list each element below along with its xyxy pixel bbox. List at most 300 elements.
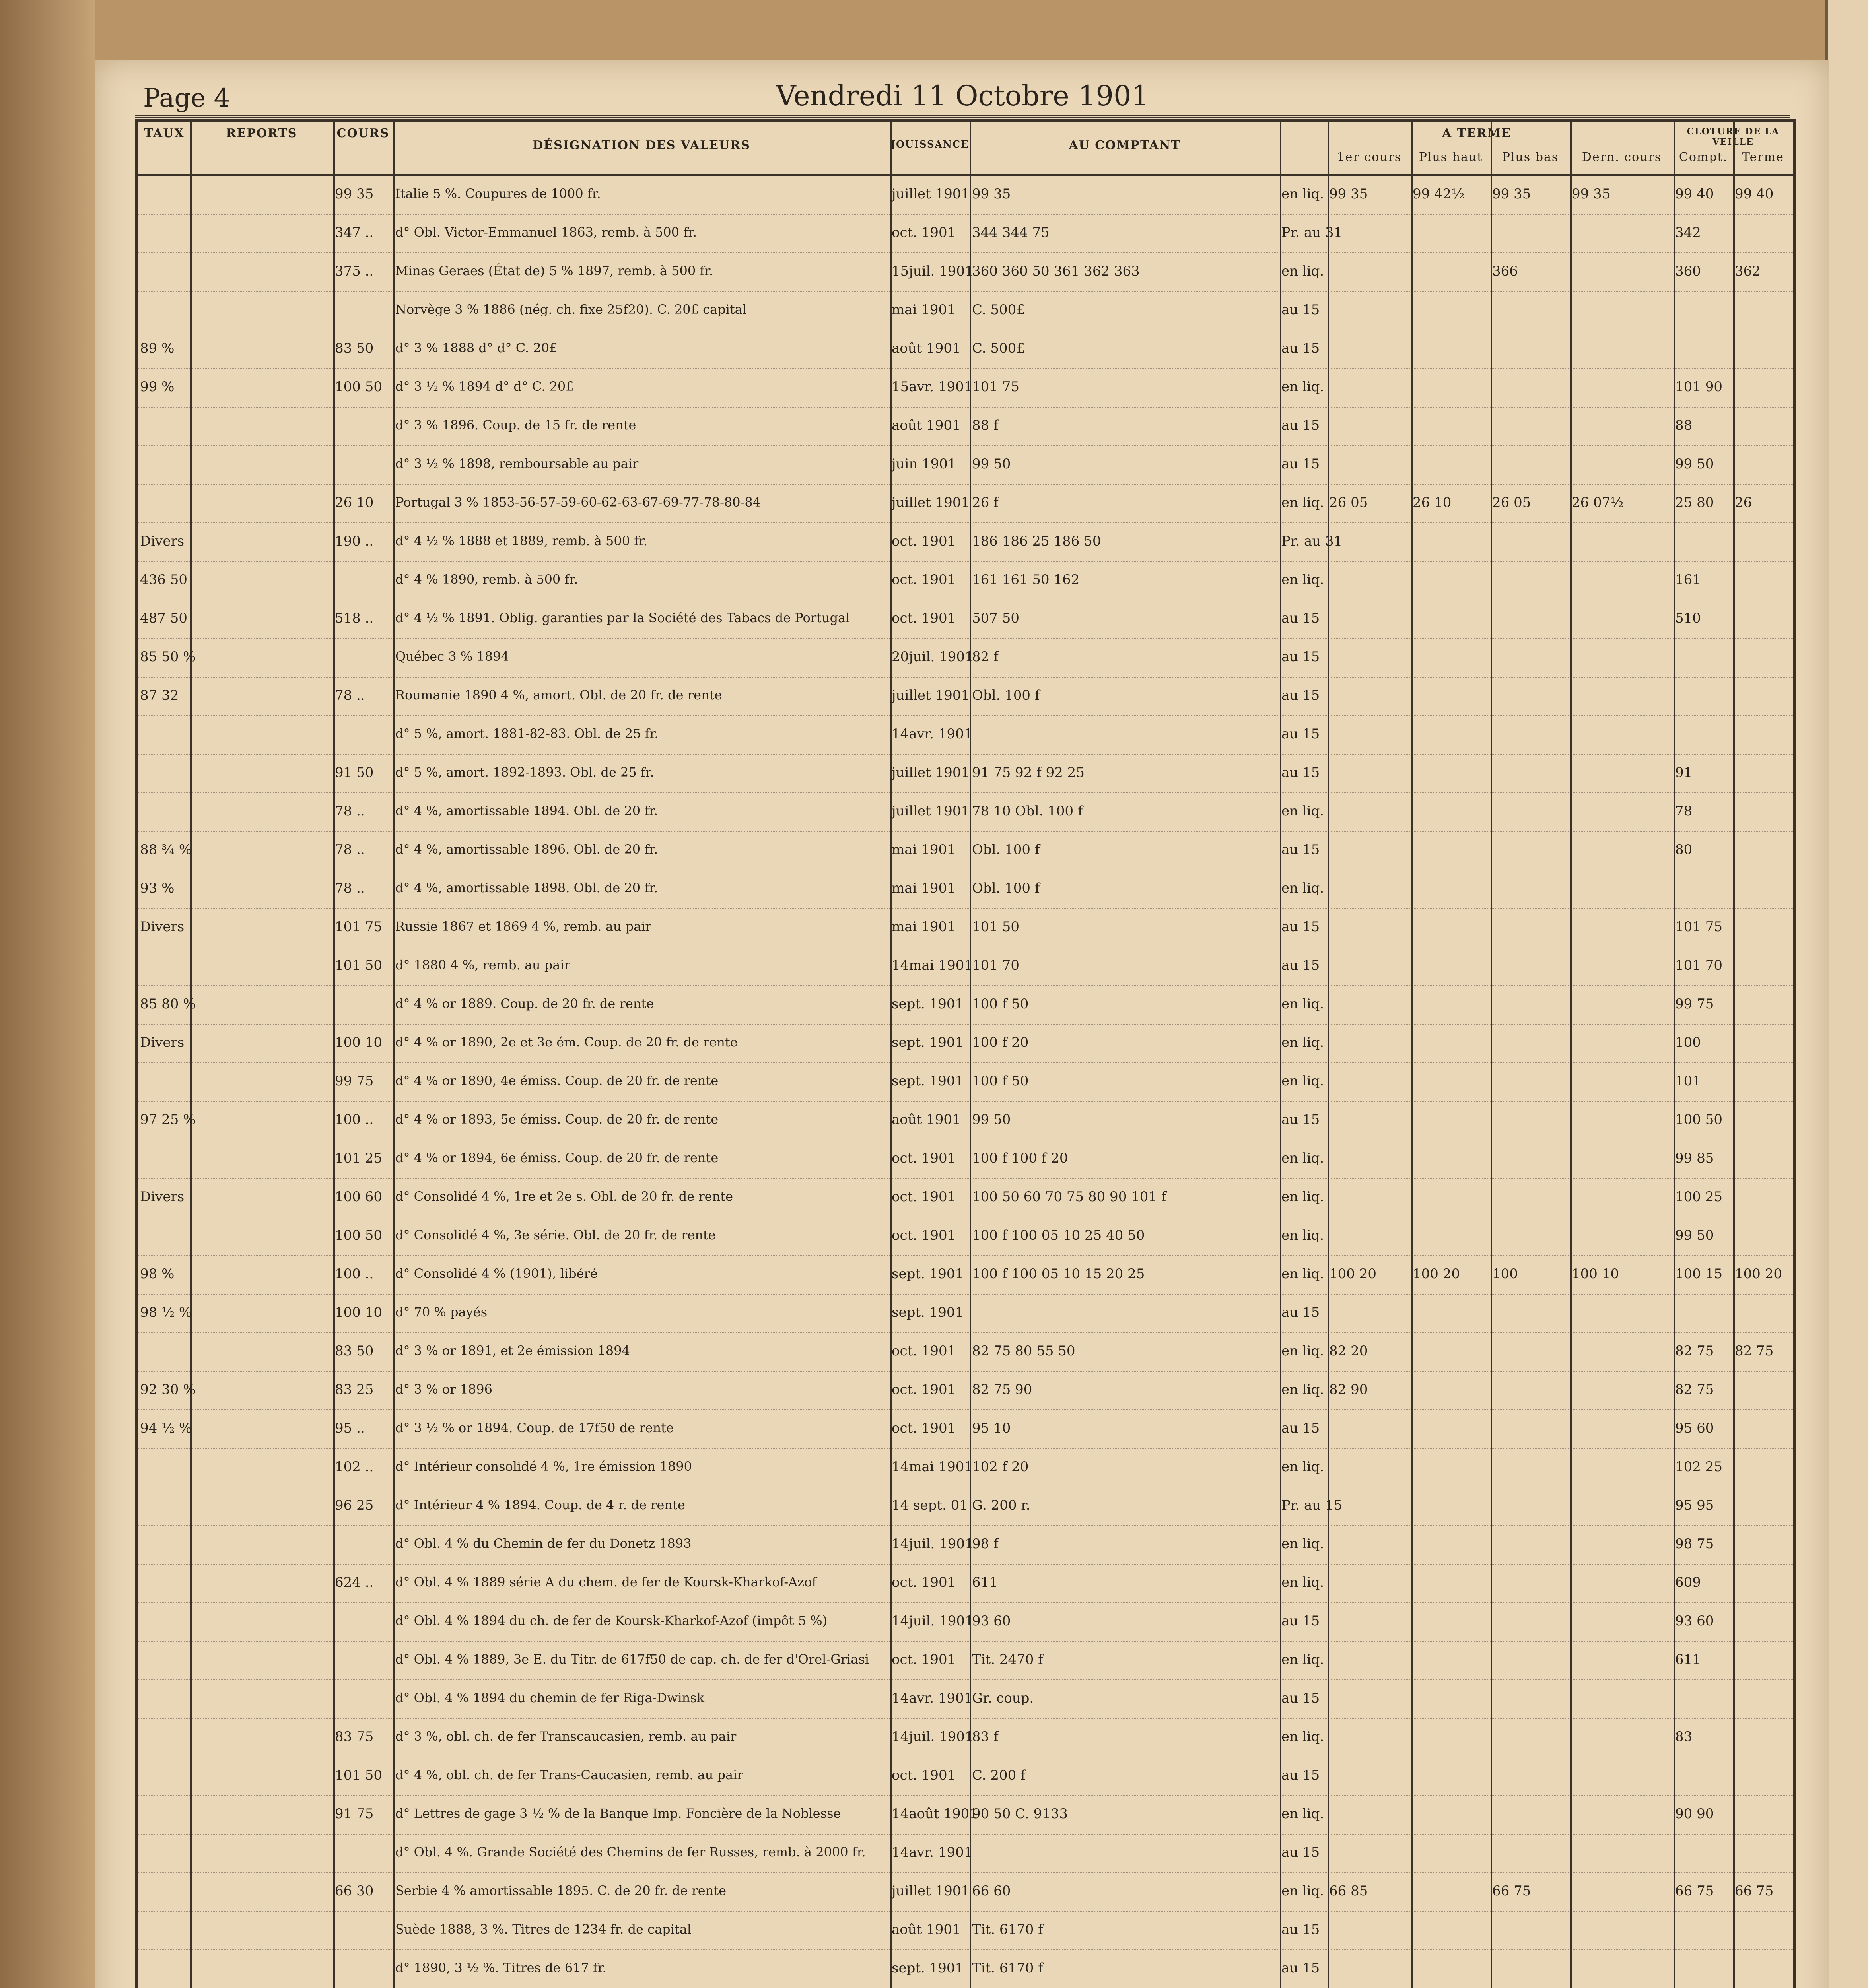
jouissance-cell: sept. 1901 bbox=[892, 1266, 964, 1282]
row-separator bbox=[138, 368, 1793, 369]
taux-cell: 88 ¾ % bbox=[140, 842, 192, 858]
adjacent-page-edge bbox=[1825, 0, 1868, 1988]
comptant-cell: 611 bbox=[972, 1574, 998, 1590]
premier-cours-cell: 26 05 bbox=[1329, 495, 1368, 511]
table-row bbox=[138, 1918, 1793, 1941]
designation-cell: d° 3 ½ % 1898, remboursable au pair bbox=[395, 456, 639, 471]
cours-cell: 83 75 bbox=[335, 1729, 374, 1745]
premier-cours-cell: 66 85 bbox=[1329, 1883, 1368, 1899]
comptant-cell: 100 f 100 05 10 15 20 25 bbox=[972, 1266, 1145, 1282]
terme-cell: en liq. bbox=[1281, 1227, 1324, 1243]
row-separator bbox=[138, 1062, 1793, 1063]
taux-cell: Divers bbox=[140, 533, 185, 549]
col-header-jouissance: JOUISSANCE bbox=[890, 138, 969, 150]
row-separator bbox=[138, 908, 1793, 909]
designation-cell: d° 5 %, amort. 1892-1893. Obl. de 25 fr. bbox=[395, 765, 654, 780]
cloture-terme-cell: 26 bbox=[1735, 495, 1752, 511]
comptant-cell: 78 10 Obl. 100 f bbox=[972, 803, 1083, 819]
jouissance-cell: oct. 1901 bbox=[892, 1420, 956, 1436]
terme-cell: en liq. bbox=[1281, 186, 1324, 202]
premier-cours-cell: 82 90 bbox=[1329, 1382, 1368, 1398]
row-separator bbox=[138, 985, 1793, 986]
terme-cell: en liq. bbox=[1281, 1189, 1324, 1205]
table-row bbox=[138, 1879, 1793, 1903]
jouissance-cell: août 1901 bbox=[892, 1112, 961, 1128]
comptant-cell: 99 50 bbox=[972, 456, 1011, 472]
cloture-compt-cell: 99 50 bbox=[1675, 1227, 1714, 1243]
table-row bbox=[138, 915, 1793, 939]
comptant-cell: Tit. 2470 f bbox=[972, 1652, 1043, 1668]
cours-cell: 78 .. bbox=[335, 880, 365, 896]
table-row bbox=[138, 1648, 1793, 1672]
comptant-cell: 82 f bbox=[972, 649, 999, 665]
cloture-terme-cell: 100 20 bbox=[1735, 1266, 1782, 1282]
comptant-cell: 100 50 60 70 75 80 90 101 f bbox=[972, 1189, 1166, 1205]
dernier-cours-cell: 26 07½ bbox=[1572, 495, 1624, 511]
cours-cell: 99 35 bbox=[335, 186, 374, 202]
table-row bbox=[138, 1301, 1793, 1324]
terme-cell: au 15 bbox=[1281, 340, 1320, 356]
table-row bbox=[138, 1223, 1793, 1247]
row-separator bbox=[138, 522, 1793, 523]
table-row bbox=[138, 992, 1793, 1016]
comptant-cell: Obl. 100 f bbox=[972, 842, 1040, 858]
comptant-cell: 99 35 bbox=[972, 186, 1011, 202]
cours-cell: 102 .. bbox=[335, 1459, 374, 1475]
jouissance-cell: 14avr. 1901 bbox=[892, 726, 973, 742]
cloture-compt-cell: 101 75 bbox=[1675, 919, 1722, 935]
terme-cell: au 15 bbox=[1281, 1112, 1320, 1128]
designation-cell: d° 3 % 1896. Coup. de 15 fr. de rente bbox=[395, 417, 636, 433]
terme-cell: en liq. bbox=[1281, 1729, 1324, 1745]
row-separator bbox=[138, 291, 1793, 292]
jouissance-cell: 14juil. 1901 bbox=[892, 1729, 974, 1745]
jouissance-cell: juin 1901 bbox=[892, 456, 956, 472]
table-row bbox=[138, 414, 1793, 437]
comptant-cell: C. 500£ bbox=[972, 340, 1025, 356]
designation-cell: d° 5 %, amort. 1881-82-83. Obl. de 25 fr. bbox=[395, 726, 659, 741]
cloture-compt-cell: 95 95 bbox=[1675, 1497, 1714, 1513]
table-row bbox=[138, 336, 1793, 360]
row-separator bbox=[138, 792, 1793, 793]
cloture-compt-cell: 90 90 bbox=[1675, 1806, 1714, 1822]
cours-cell: 100 50 bbox=[335, 379, 382, 395]
table-row bbox=[138, 1416, 1793, 1440]
cloture-compt-cell: 100 15 bbox=[1675, 1266, 1722, 1282]
comptant-cell: 507 50 bbox=[972, 610, 1019, 626]
cours-cell: 91 50 bbox=[335, 765, 374, 780]
comptant-cell: 95 10 bbox=[972, 1420, 1011, 1436]
taux-cell: 99 % bbox=[140, 379, 175, 395]
col-header-dernier-cours: Dern. cours bbox=[1582, 150, 1662, 164]
comptant-cell: Obl. 100 f bbox=[972, 687, 1040, 703]
page-number: Page 4 bbox=[143, 83, 230, 113]
designation-cell: d° 3 %, obl. ch. de fer Transcaucasien, remb. au pair bbox=[395, 1729, 737, 1744]
designation-cell: d° 4 % 1890, remb. à 500 fr. bbox=[395, 572, 578, 587]
comptant-cell: Gr. coup. bbox=[972, 1690, 1034, 1706]
cloture-compt-cell: 100 50 bbox=[1675, 1112, 1722, 1128]
cloture-compt-cell: 99 50 bbox=[1675, 456, 1714, 472]
cours-cell: 518 .. bbox=[335, 610, 374, 626]
terme-cell: au 15 bbox=[1281, 1922, 1320, 1938]
comptant-cell: 101 70 bbox=[972, 957, 1019, 973]
row-separator bbox=[138, 831, 1793, 832]
jouissance-cell: sept. 1901 bbox=[892, 1960, 964, 1976]
terme-cell: au 15 bbox=[1281, 302, 1320, 318]
terme-cell: en liq. bbox=[1281, 1883, 1324, 1899]
table-row bbox=[138, 799, 1793, 823]
plus-bas-cell: 66 75 bbox=[1492, 1883, 1531, 1899]
taux-cell: Divers bbox=[140, 1189, 185, 1205]
comptant-cell: 344 344 75 bbox=[972, 225, 1050, 241]
terme-cell: en liq. bbox=[1281, 263, 1324, 279]
jouissance-cell: 20juil. 1901 bbox=[892, 649, 974, 665]
cours-cell: 101 25 bbox=[335, 1150, 382, 1166]
col-header-plus-haut: Plus haut bbox=[1419, 150, 1483, 164]
terme-cell: au 15 bbox=[1281, 417, 1320, 433]
jouissance-cell: oct. 1901 bbox=[892, 1150, 956, 1166]
quotation-table bbox=[135, 119, 1796, 1988]
col-header-taux: TAUX bbox=[144, 126, 185, 140]
taux-cell: 93 % bbox=[140, 880, 175, 896]
designation-cell: d° Obl. 4 % 1889 série A du chem. de fer de Koursk-Kharkof-Azof bbox=[395, 1574, 817, 1590]
terme-cell: au 15 bbox=[1281, 726, 1320, 742]
book-gutter-shadow bbox=[0, 0, 95, 1988]
designation-cell: d° Obl. 4 % 1889, 3e E. du Titr. de 617f50 de cap. ch. de fer d'Orel-Griasi bbox=[395, 1652, 869, 1667]
designation-cell: Suède 1888, 3 %. Titres de 1234 fr. de capital bbox=[395, 1922, 692, 1937]
designation-cell: d° 3 % 1888 d° d° C. 20£ bbox=[395, 340, 558, 355]
comptant-cell: Obl. 100 f bbox=[972, 880, 1040, 896]
designation-cell: d° 3 ½ % or 1894. Coup. de 17f50 de rente bbox=[395, 1420, 674, 1435]
col-header-cloture: CLOTURE DE LA VEILLE bbox=[1687, 126, 1780, 147]
cours-cell: 95 .. bbox=[335, 1420, 365, 1436]
cours-cell: 347 .. bbox=[335, 225, 374, 241]
terme-cell: au 15 bbox=[1281, 765, 1320, 780]
table-row bbox=[138, 182, 1793, 206]
row-separator bbox=[138, 1448, 1793, 1449]
designation-cell: d° 4 % or 1889. Coup. de 20 fr. de rente bbox=[395, 996, 654, 1011]
cours-cell: 101 50 bbox=[335, 1767, 382, 1783]
designation-cell: d° 4 % or 1894, 6e émiss. Coup. de 20 fr. de rente bbox=[395, 1150, 719, 1165]
row-separator bbox=[138, 1371, 1793, 1372]
taux-cell: 98 ½ % bbox=[140, 1305, 192, 1320]
terme-cell: au 15 bbox=[1281, 957, 1320, 973]
comptant-cell: 90 50 C. 9133 bbox=[972, 1806, 1068, 1822]
jouissance-cell: juillet 1901 bbox=[892, 803, 970, 819]
table-row bbox=[138, 1802, 1793, 1826]
designation-cell: d° Lettres de gage 3 ½ % de la Banque Imp. Foncière de la Noblesse bbox=[395, 1806, 841, 1821]
table-row bbox=[138, 1455, 1793, 1479]
taux-cell: 97 25 % bbox=[140, 1112, 196, 1128]
jouissance-cell: août 1901 bbox=[892, 340, 961, 356]
table-row bbox=[138, 953, 1793, 977]
comptant-cell: 100 f 50 bbox=[972, 996, 1029, 1012]
cours-cell: 100 10 bbox=[335, 1035, 382, 1050]
designation-cell: d° 3 % or 1896 bbox=[395, 1382, 492, 1397]
header-rule bbox=[138, 174, 1793, 176]
cloture-terme-cell: 362 bbox=[1735, 263, 1761, 279]
plus-bas-cell: 99 35 bbox=[1492, 186, 1531, 202]
cloture-compt-cell: 101 bbox=[1675, 1073, 1701, 1089]
cloture-compt-cell: 609 bbox=[1675, 1574, 1701, 1590]
cours-cell: 101 75 bbox=[335, 919, 382, 935]
designation-cell: d° 4 ½ % 1888 et 1889, remb. à 500 fr. bbox=[395, 533, 648, 548]
col-header-cours: COURS bbox=[336, 126, 390, 140]
designation-cell: d° 4 %, obl. ch. de fer Trans-Caucasien, remb. au pair bbox=[395, 1767, 743, 1782]
jouissance-cell: oct. 1901 bbox=[892, 1574, 956, 1590]
table-row bbox=[138, 1609, 1793, 1633]
table-row bbox=[138, 876, 1793, 900]
terme-cell: en liq. bbox=[1281, 880, 1324, 896]
table-row bbox=[138, 1840, 1793, 1864]
terme-cell: en liq. bbox=[1281, 495, 1324, 511]
row-separator bbox=[138, 677, 1793, 678]
comptant-cell: 26 f bbox=[972, 495, 999, 511]
row-separator bbox=[138, 445, 1793, 446]
col-header-terme: Terme bbox=[1742, 150, 1784, 164]
terme-cell: au 15 bbox=[1281, 610, 1320, 626]
row-separator bbox=[138, 1409, 1793, 1410]
cours-cell: 624 .. bbox=[335, 1574, 374, 1590]
row-separator bbox=[138, 1679, 1793, 1680]
row-separator bbox=[138, 1602, 1793, 1603]
jouissance-cell: sept. 1901 bbox=[892, 1305, 964, 1320]
designation-cell: d° 4 %, amortissable 1898. Obl. de 20 fr. bbox=[395, 880, 658, 895]
terme-cell: au 15 bbox=[1281, 649, 1320, 665]
comptant-cell: G. 200 r. bbox=[972, 1497, 1030, 1513]
terme-cell: au 15 bbox=[1281, 687, 1320, 703]
table-row bbox=[138, 838, 1793, 862]
jouissance-cell: 15avr. 1901 bbox=[892, 379, 973, 395]
jouissance-cell: juillet 1901 bbox=[892, 765, 970, 780]
designation-cell: Québec 3 % 1894 bbox=[395, 649, 509, 664]
cours-cell: 96 25 bbox=[335, 1497, 374, 1513]
terme-cell: Pr. au 15 bbox=[1281, 1497, 1343, 1513]
terme-cell: en liq. bbox=[1281, 996, 1324, 1012]
comptant-cell: Tit. 6170 f bbox=[972, 1922, 1043, 1938]
premier-cours-cell: 99 35 bbox=[1329, 186, 1368, 202]
table-row bbox=[138, 761, 1793, 784]
terme-cell: au 15 bbox=[1281, 919, 1320, 935]
jouissance-cell: oct. 1901 bbox=[892, 225, 956, 241]
table-row bbox=[138, 1725, 1793, 1749]
cloture-compt-cell: 95 60 bbox=[1675, 1420, 1714, 1436]
table-row bbox=[138, 1532, 1793, 1556]
cloture-compt-cell: 93 60 bbox=[1675, 1613, 1714, 1629]
table-row bbox=[138, 452, 1793, 476]
designation-cell: d° 1880 4 %, remb. au pair bbox=[395, 957, 570, 973]
jouissance-cell: 14août 1901 bbox=[892, 1806, 978, 1822]
comptant-cell: 99 50 bbox=[972, 1112, 1011, 1128]
jouissance-cell: août 1901 bbox=[892, 1922, 961, 1938]
comptant-cell: 100 f 20 bbox=[972, 1035, 1029, 1050]
terme-cell: en liq. bbox=[1281, 1459, 1324, 1475]
comptant-cell: 82 75 80 55 50 bbox=[972, 1343, 1075, 1359]
cloture-compt-cell: 611 bbox=[1675, 1652, 1701, 1668]
cloture-compt-cell: 161 bbox=[1675, 572, 1701, 588]
jouissance-cell: juillet 1901 bbox=[892, 687, 970, 703]
row-separator bbox=[138, 1024, 1793, 1025]
designation-cell: Serbie 4 % amortissable 1895. C. de 20 fr. de rente bbox=[395, 1883, 727, 1898]
terme-cell: en liq. bbox=[1281, 1574, 1324, 1590]
table-row bbox=[138, 1571, 1793, 1594]
designation-cell: d° 3 ½ % 1894 d° d° C. 20£ bbox=[395, 379, 574, 394]
table-row bbox=[138, 1069, 1793, 1093]
comptant-cell: Tit. 6170 f bbox=[972, 1960, 1043, 1976]
cloture-compt-cell: 100 bbox=[1675, 1035, 1701, 1050]
row-separator bbox=[138, 638, 1793, 639]
terme-cell: en liq. bbox=[1281, 1266, 1324, 1282]
terme-cell: au 15 bbox=[1281, 1767, 1320, 1783]
jouissance-cell: oct. 1901 bbox=[892, 1382, 956, 1398]
table-row bbox=[138, 606, 1793, 630]
cloture-compt-cell: 91 bbox=[1675, 765, 1693, 780]
cours-cell: 83 25 bbox=[335, 1382, 374, 1398]
jouissance-cell: mai 1901 bbox=[892, 880, 956, 896]
jouissance-cell: mai 1901 bbox=[892, 919, 956, 935]
jouissance-cell: mai 1901 bbox=[892, 842, 956, 858]
cloture-compt-cell: 99 85 bbox=[1675, 1150, 1714, 1166]
jouissance-cell: 14mai 1901 bbox=[892, 1459, 973, 1475]
terme-cell: en liq. bbox=[1281, 1150, 1324, 1166]
cours-cell: 100 .. bbox=[335, 1266, 374, 1282]
col-header-plus-bas: Plus bas bbox=[1502, 150, 1559, 164]
designation-cell: d° 1890, 3 ½ %. Titres de 617 fr. bbox=[395, 1960, 606, 1975]
dernier-cours-cell: 100 10 bbox=[1572, 1266, 1619, 1282]
jouissance-cell: juillet 1901 bbox=[892, 186, 970, 202]
taux-cell: 87 32 bbox=[140, 687, 179, 703]
designation-cell: d° 4 % or 1893, 5e émiss. Coup. de 20 fr. de rente bbox=[395, 1112, 719, 1127]
designation-cell: Roumanie 1890 4 %, amort. Obl. de 20 fr. de rente bbox=[395, 687, 722, 703]
terme-cell: en liq. bbox=[1281, 1035, 1324, 1050]
table-row bbox=[138, 722, 1793, 746]
cours-cell: 83 50 bbox=[335, 1343, 374, 1359]
cours-cell: 83 50 bbox=[335, 340, 374, 356]
designation-cell: d° 4 %, amortissable 1896. Obl. de 20 fr. bbox=[395, 842, 658, 857]
comptant-cell: 88 f bbox=[972, 417, 999, 433]
col-header-compt: Compt. bbox=[1679, 150, 1728, 164]
terme-cell: au 15 bbox=[1281, 1420, 1320, 1436]
cours-cell: 190 .. bbox=[335, 533, 374, 549]
comptant-cell: 82 75 90 bbox=[972, 1382, 1032, 1398]
cloture-compt-cell: 78 bbox=[1675, 803, 1693, 819]
terme-cell: en liq. bbox=[1281, 1536, 1324, 1552]
designation-cell: d° Obl. Victor-Emmanuel 1863, remb. à 500 fr. bbox=[395, 225, 697, 240]
designation-cell: d° 4 ½ % 1891. Oblig. garanties par la Société des Tabacs de Portugal bbox=[395, 610, 850, 625]
cloture-compt-cell: 98 75 bbox=[1675, 1536, 1714, 1552]
designation-cell: d° 70 % payés bbox=[395, 1305, 488, 1320]
designation-cell: Russie 1867 et 1869 4 %, remb. au pair bbox=[395, 919, 651, 934]
terme-cell: au 15 bbox=[1281, 1613, 1320, 1629]
comptant-cell: 186 186 25 186 50 bbox=[972, 533, 1101, 549]
newspaper-page bbox=[95, 60, 1829, 1988]
cloture-compt-cell: 101 70 bbox=[1675, 957, 1722, 973]
cloture-compt-cell: 83 bbox=[1675, 1729, 1693, 1745]
comptant-cell: 101 50 bbox=[972, 919, 1019, 935]
row-separator bbox=[138, 1872, 1793, 1873]
jouissance-cell: oct. 1901 bbox=[892, 572, 956, 588]
jouissance-cell: oct. 1901 bbox=[892, 610, 956, 626]
designation-cell: d° Obl. 4 % 1894 du ch. de fer de Koursk-Kharkof-Azof (impôt 5 %) bbox=[395, 1613, 828, 1628]
cloture-compt-cell: 82 75 bbox=[1675, 1382, 1714, 1398]
jouissance-cell: 14avr. 1901 bbox=[892, 1690, 973, 1706]
terme-cell: Pr. au 31 bbox=[1281, 533, 1343, 549]
table-row bbox=[138, 221, 1793, 245]
row-separator bbox=[138, 754, 1793, 755]
cours-cell: 91 75 bbox=[335, 1806, 374, 1822]
comptant-cell: 161 161 50 162 bbox=[972, 572, 1080, 588]
table-row bbox=[138, 1686, 1793, 1710]
plus-bas-cell: 366 bbox=[1492, 263, 1518, 279]
terme-cell: au 15 bbox=[1281, 1305, 1320, 1320]
page-header bbox=[135, 76, 1790, 118]
terme-cell: au 15 bbox=[1281, 1844, 1320, 1860]
taux-cell: 487 50 bbox=[140, 610, 187, 626]
cours-cell: 78 .. bbox=[335, 842, 365, 858]
table-row bbox=[138, 1763, 1793, 1787]
row-separator bbox=[138, 252, 1793, 253]
comptant-cell: 101 75 bbox=[972, 379, 1019, 395]
designation-cell: d° Intérieur consolidé 4 %, 1re émission 1890 bbox=[395, 1459, 692, 1474]
designation-cell: Minas Geraes (État de) 5 % 1897, remb. à 500 fr. bbox=[395, 263, 713, 278]
col-header-au-comptant: AU COMPTANT bbox=[1069, 138, 1181, 152]
cloture-compt-cell: 88 bbox=[1675, 417, 1693, 433]
row-separator bbox=[138, 1911, 1793, 1912]
col-header-reports: REPORTS bbox=[226, 126, 297, 140]
table-row bbox=[138, 259, 1793, 283]
row-separator bbox=[138, 484, 1793, 485]
terme-cell: en liq. bbox=[1281, 379, 1324, 395]
cloture-compt-cell: 101 90 bbox=[1675, 379, 1722, 395]
designation-cell: d° Consolidé 4 %, 3e série. Obl. de 20 fr. de rente bbox=[395, 1227, 716, 1242]
row-separator bbox=[138, 1332, 1793, 1333]
terme-cell: en liq. bbox=[1281, 1382, 1324, 1398]
premier-cours-cell: 82 20 bbox=[1329, 1343, 1368, 1359]
row-separator bbox=[138, 214, 1793, 215]
jouissance-cell: juillet 1901 bbox=[892, 495, 970, 511]
terme-cell: en liq. bbox=[1281, 1652, 1324, 1668]
designation-cell: d° Obl. 4 % 1894 du chemin de fer Riga-Dwinsk bbox=[395, 1690, 705, 1705]
cours-cell: 78 .. bbox=[335, 687, 365, 703]
terme-cell: Pr. au 31 bbox=[1281, 225, 1343, 241]
table-row bbox=[138, 1956, 1793, 1980]
jouissance-cell: oct. 1901 bbox=[892, 1767, 956, 1783]
comptant-cell: 100 f 100 f 20 bbox=[972, 1150, 1068, 1166]
table-row bbox=[138, 683, 1793, 707]
comptant-cell: 100 f 100 05 10 25 40 50 bbox=[972, 1227, 1145, 1243]
table-row bbox=[138, 1108, 1793, 1132]
page-date: Vendredi 11 Octobre 1901 bbox=[776, 80, 1149, 112]
cours-cell: 375 .. bbox=[335, 263, 374, 279]
designation-cell: d° 3 % or 1891, et 2e émission 1894 bbox=[395, 1343, 630, 1358]
comptant-cell: 360 360 50 361 362 363 bbox=[972, 263, 1140, 279]
jouissance-cell: sept. 1901 bbox=[892, 1035, 964, 1050]
table-row bbox=[138, 529, 1793, 553]
cours-cell: 100 10 bbox=[335, 1305, 382, 1320]
row-separator bbox=[138, 1255, 1793, 1256]
taux-cell: 94 ½ % bbox=[140, 1420, 192, 1436]
designation-cell: Portugal 3 % 1853-56-57-59-60-62-63-67-69-77-78-80-84 bbox=[395, 495, 761, 510]
jouissance-cell: août 1901 bbox=[892, 417, 961, 433]
designation-cell: d° 4 % or 1890, 4e émiss. Coup. de 20 fr. de rente bbox=[395, 1073, 719, 1088]
terme-cell: en liq. bbox=[1281, 572, 1324, 588]
jouissance-cell: 14mai 1901 bbox=[892, 957, 973, 973]
table-row bbox=[138, 375, 1793, 399]
table-row bbox=[138, 491, 1793, 514]
cours-cell: 100 50 bbox=[335, 1227, 382, 1243]
cloture-compt-cell: 102 25 bbox=[1675, 1459, 1722, 1475]
terme-cell: au 15 bbox=[1281, 842, 1320, 858]
